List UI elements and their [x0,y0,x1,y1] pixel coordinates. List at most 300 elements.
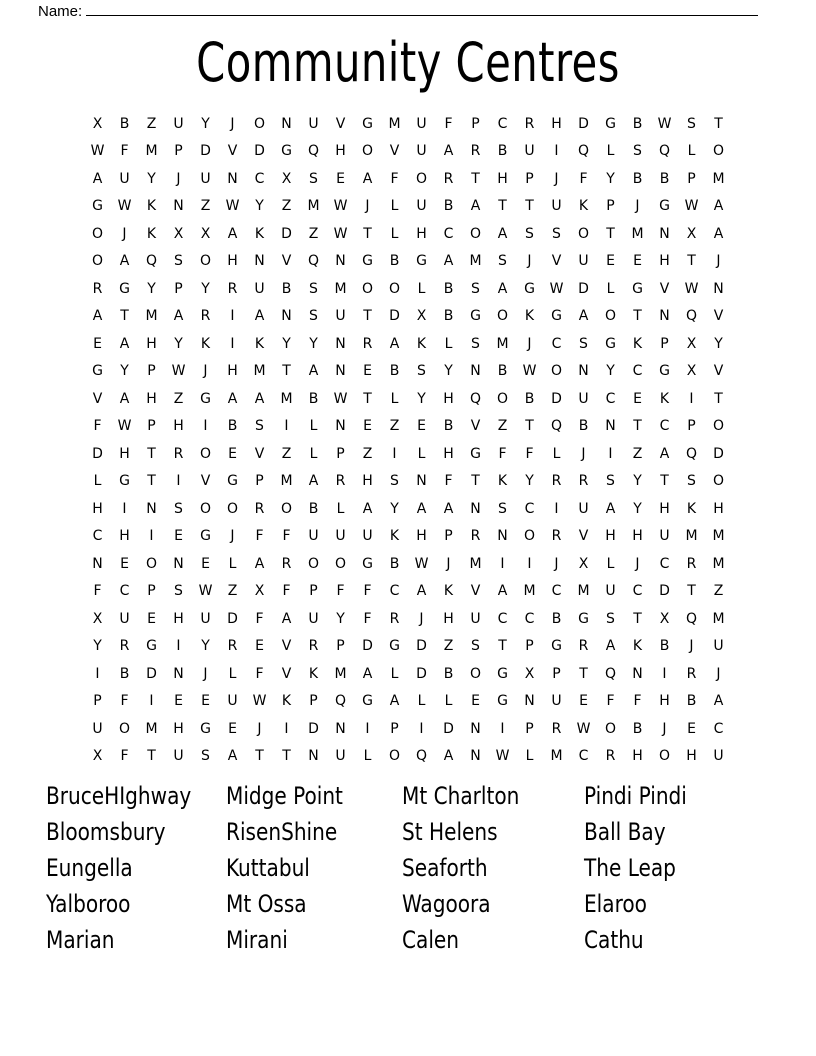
grid-cell[interactable]: J [122,225,127,242]
grid-cell[interactable]: Y [201,115,210,132]
grid-cell[interactable]: R [254,500,265,517]
grid-cell[interactable]: P [444,528,453,545]
grid-cell[interactable]: I [419,720,424,737]
grid-cell[interactable]: D [443,720,454,737]
grid-cell[interactable]: X [416,308,427,325]
grid-cell[interactable]: F [93,583,102,600]
grid-cell[interactable]: B [632,170,643,187]
grid-cell[interactable]: A [605,500,616,517]
word-list-item[interactable]: Mt Ossa [226,890,307,918]
grid-cell[interactable]: P [309,583,318,600]
grid-cell[interactable]: N [173,665,184,682]
grid-cell[interactable]: G [200,720,211,737]
grid-cell[interactable]: Q [577,143,590,160]
grid-cell[interactable]: X [686,225,697,242]
grid-cell[interactable]: G [497,665,508,682]
grid-cell[interactable]: T [633,308,642,325]
grid-cell[interactable]: B [389,363,400,380]
grid-cell[interactable]: A [443,143,454,160]
grid-cell[interactable]: S [309,170,318,187]
grid-cell[interactable]: O [91,253,104,270]
grid-cell[interactable]: I [500,720,505,737]
grid-cell[interactable]: A [92,170,103,187]
grid-cell[interactable]: L [444,693,453,710]
grid-cell[interactable]: X [524,665,535,682]
grid-cell[interactable]: C [551,583,562,600]
grid-cell[interactable]: O [388,280,401,297]
grid-cell[interactable]: P [147,583,156,600]
grid-cell[interactable]: Y [255,198,264,215]
grid-cell[interactable]: R [308,638,319,655]
grid-cell[interactable]: T [660,473,669,490]
grid-cell[interactable]: V [227,143,238,160]
grid-cell[interactable]: N [173,198,184,215]
grid-cell[interactable]: O [658,748,671,765]
grid-cell[interactable]: S [309,280,318,297]
grid-cell[interactable]: H [416,225,427,242]
grid-cell[interactable]: X [578,555,589,572]
grid-cell[interactable]: L [93,473,102,490]
grid-cell[interactable]: P [93,693,102,710]
grid-cell[interactable]: Z [443,638,454,655]
grid-cell[interactable]: B [389,555,400,572]
grid-cell[interactable]: W [333,225,348,242]
grid-cell[interactable]: Y [120,363,129,380]
grid-cell[interactable]: O [118,720,131,737]
grid-cell[interactable]: H [362,473,373,490]
grid-cell[interactable]: L [309,418,318,435]
grid-cell[interactable]: U [119,610,130,627]
grid-cell[interactable]: M [496,335,509,352]
grid-cell[interactable]: Z [362,445,373,462]
grid-cell[interactable]: O [361,143,374,160]
grid-cell[interactable]: O [280,500,293,517]
grid-cell[interactable]: N [335,253,346,270]
grid-cell[interactable]: L [606,143,615,160]
grid-cell[interactable]: R [578,638,589,655]
grid-cell[interactable]: F [525,445,534,462]
grid-cell[interactable]: I [122,500,127,517]
grid-cell[interactable]: V [254,445,265,462]
grid-cell[interactable]: B [551,610,562,627]
grid-cell[interactable]: G [416,253,427,270]
grid-cell[interactable]: X [92,115,103,132]
grid-cell[interactable]: G [362,555,373,572]
grid-cell[interactable]: W [549,280,564,297]
grid-cell[interactable]: M [145,308,158,325]
grid-cell[interactable]: O [469,665,482,682]
grid-cell[interactable]: E [120,555,129,572]
grid-cell[interactable]: M [280,390,293,407]
grid-cell[interactable]: O [496,308,509,325]
grid-cell[interactable]: K [200,335,211,352]
grid-cell[interactable]: E [228,445,237,462]
name-blank-rule[interactable] [86,2,758,16]
grid-cell[interactable]: Y [147,170,156,187]
grid-cell[interactable]: P [336,445,345,462]
grid-cell[interactable]: A [119,390,130,407]
grid-cell[interactable]: J [554,170,559,187]
grid-cell[interactable]: S [309,308,318,325]
grid-cell[interactable]: G [605,115,616,132]
grid-cell[interactable]: B [443,308,454,325]
grid-cell[interactable]: U [578,500,589,517]
grid-cell[interactable]: D [146,665,157,682]
grid-cell[interactable]: R [389,610,400,627]
grid-cell[interactable]: L [606,280,615,297]
grid-cell[interactable]: B [119,115,130,132]
grid-cell[interactable]: J [527,253,532,270]
grid-cell[interactable]: I [149,528,154,545]
grid-cell[interactable]: O [199,445,212,462]
grid-cell[interactable]: A [227,225,238,242]
grid-cell[interactable]: U [227,693,238,710]
grid-cell[interactable]: U [173,115,184,132]
grid-cell[interactable]: V [713,308,724,325]
grid-cell[interactable]: J [689,638,694,655]
grid-cell[interactable]: R [551,528,562,545]
grid-cell[interactable]: F [390,170,399,187]
grid-cell[interactable]: R [227,638,238,655]
grid-cell[interactable]: R [227,280,238,297]
grid-cell[interactable]: J [662,720,667,737]
grid-cell[interactable]: G [551,638,562,655]
grid-cell[interactable]: M [469,555,482,572]
grid-cell[interactable]: H [686,748,697,765]
grid-cell[interactable]: A [389,693,400,710]
grid-cell[interactable]: T [633,418,642,435]
grid-cell[interactable]: F [579,170,588,187]
grid-cell[interactable]: F [120,693,129,710]
grid-cell[interactable]: M [712,170,725,187]
grid-cell[interactable]: T [363,390,372,407]
grid-cell[interactable]: H [173,720,184,737]
grid-cell[interactable]: A [173,308,184,325]
grid-cell[interactable]: Q [469,390,482,407]
grid-cell[interactable]: U [605,583,616,600]
grid-cell[interactable]: V [470,418,481,435]
grid-cell[interactable]: L [336,500,345,517]
grid-cell[interactable]: F [282,528,291,545]
grid-cell[interactable]: K [389,528,400,545]
grid-cell[interactable]: I [500,555,505,572]
grid-cell[interactable]: H [227,253,238,270]
grid-cell[interactable]: H [632,748,643,765]
grid-cell[interactable]: Y [201,638,210,655]
word-list-item[interactable]: Calen [402,926,460,954]
grid-cell[interactable]: B [119,665,130,682]
grid-cell[interactable]: I [392,445,397,462]
word-list-item[interactable]: Mt Charlton [402,782,520,810]
grid-cell[interactable]: Y [633,500,642,517]
grid-cell[interactable]: B [443,198,454,215]
grid-cell[interactable]: T [498,198,507,215]
grid-cell[interactable]: W [657,115,672,132]
grid-cell[interactable]: G [470,445,481,462]
grid-cell[interactable]: A [416,500,427,517]
grid-cell[interactable]: B [497,363,508,380]
grid-cell[interactable]: T [714,390,723,407]
grid-cell[interactable]: A [713,225,724,242]
grid-cell[interactable]: H [659,500,670,517]
grid-cell[interactable]: D [416,665,427,682]
grid-cell[interactable]: M [280,473,293,490]
grid-cell[interactable]: O [712,473,725,490]
grid-cell[interactable]: U [92,720,103,737]
grid-cell[interactable]: A [227,390,238,407]
grid-cell[interactable]: S [606,610,615,627]
grid-cell[interactable]: T [363,225,372,242]
grid-cell[interactable]: C [578,748,589,765]
grid-cell[interactable]: O [577,225,590,242]
grid-cell[interactable]: P [660,335,669,352]
grid-cell[interactable]: H [173,418,184,435]
grid-cell[interactable]: W [333,198,348,215]
grid-cell[interactable]: N [173,555,184,572]
grid-cell[interactable]: D [308,720,319,737]
grid-cell[interactable]: U [173,748,184,765]
grid-cell[interactable]: E [363,363,372,380]
grid-cell[interactable]: O [199,500,212,517]
grid-cell[interactable]: L [417,445,426,462]
grid-cell[interactable]: H [119,445,130,462]
grid-cell[interactable]: R [119,638,130,655]
grid-cell[interactable]: S [174,583,183,600]
grid-cell[interactable]: X [200,225,211,242]
grid-cell[interactable]: B [659,638,670,655]
grid-cell[interactable]: A [254,555,265,572]
grid-cell[interactable]: R [200,308,211,325]
grid-cell[interactable]: W [198,583,213,600]
grid-cell[interactable]: F [282,583,291,600]
grid-cell[interactable]: I [230,308,235,325]
grid-cell[interactable]: A [119,335,130,352]
grid-cell[interactable]: P [525,720,534,737]
grid-cell[interactable]: H [605,528,616,545]
grid-cell[interactable]: F [606,693,615,710]
word-list-item[interactable]: Seaforth [402,854,488,882]
grid-cell[interactable]: H [416,528,427,545]
grid-cell[interactable]: S [471,335,480,352]
grid-cell[interactable]: M [712,555,725,572]
grid-cell[interactable]: D [578,115,589,132]
grid-cell[interactable]: F [498,445,507,462]
grid-cell[interactable]: P [687,170,696,187]
grid-cell[interactable]: Y [93,638,102,655]
grid-cell[interactable]: O [361,280,374,297]
grid-cell[interactable]: X [254,583,265,600]
grid-cell[interactable]: Q [658,143,671,160]
grid-cell[interactable]: Y [336,610,345,627]
grid-cell[interactable]: Q [334,693,347,710]
grid-cell[interactable]: R [551,473,562,490]
grid-cell[interactable]: H [443,445,454,462]
grid-cell[interactable]: G [551,308,562,325]
grid-cell[interactable]: W [225,198,240,215]
grid-cell[interactable]: R [92,280,103,297]
grid-cell[interactable]: L [309,445,318,462]
grid-cell[interactable]: V [281,253,292,270]
grid-cell[interactable]: B [497,143,508,160]
grid-cell[interactable]: J [635,555,640,572]
grid-cell[interactable]: F [336,583,345,600]
grid-cell[interactable]: V [281,665,292,682]
grid-cell[interactable]: G [470,308,481,325]
grid-cell[interactable]: S [255,418,264,435]
grid-cell[interactable]: K [308,665,319,682]
grid-cell[interactable]: X [686,335,697,352]
grid-cell[interactable]: B [632,115,643,132]
grid-cell[interactable]: U [254,280,265,297]
grid-cell[interactable]: W [414,555,429,572]
grid-cell[interactable]: T [498,638,507,655]
grid-cell[interactable]: A [713,693,724,710]
grid-cell[interactable]: P [525,170,534,187]
grid-cell[interactable]: H [146,335,157,352]
grid-cell[interactable]: L [390,390,399,407]
grid-cell[interactable]: D [389,308,400,325]
grid-cell[interactable]: L [687,143,696,160]
grid-cell[interactable]: W [495,748,510,765]
grid-cell[interactable]: S [687,473,696,490]
grid-cell[interactable]: C [119,583,130,600]
grid-cell[interactable]: V [200,473,211,490]
grid-cell[interactable]: V [92,390,103,407]
grid-cell[interactable]: M [388,115,401,132]
grid-cell[interactable]: M [685,528,698,545]
grid-cell[interactable]: X [281,170,292,187]
grid-cell[interactable]: T [714,115,723,132]
grid-cell[interactable]: C [632,583,643,600]
grid-cell[interactable]: U [119,170,130,187]
grid-cell[interactable]: U [713,638,724,655]
grid-cell[interactable]: N [470,720,481,737]
grid-cell[interactable]: T [606,225,615,242]
grid-cell[interactable]: R [173,445,184,462]
grid-cell[interactable]: I [527,555,532,572]
grid-cell[interactable]: C [92,528,103,545]
grid-cell[interactable]: I [203,418,208,435]
grid-cell[interactable]: R [470,143,481,160]
grid-cell[interactable]: B [632,720,643,737]
grid-cell[interactable]: Z [281,445,292,462]
grid-cell[interactable]: J [554,555,559,572]
grid-cell[interactable]: V [335,115,346,132]
grid-cell[interactable]: S [201,748,210,765]
grid-cell[interactable]: L [606,555,615,572]
grid-cell[interactable]: I [230,335,235,352]
grid-cell[interactable]: D [254,143,265,160]
grid-cell[interactable]: J [446,555,451,572]
grid-cell[interactable]: Y [444,363,453,380]
grid-cell[interactable]: T [282,363,291,380]
grid-cell[interactable]: A [254,308,265,325]
grid-cell[interactable]: E [147,610,156,627]
grid-cell[interactable]: N [659,225,670,242]
grid-cell[interactable]: I [284,418,289,435]
grid-cell[interactable]: G [659,363,670,380]
grid-cell[interactable]: Q [685,308,698,325]
grid-cell[interactable]: N [470,748,481,765]
grid-cell[interactable]: F [120,143,129,160]
grid-cell[interactable]: M [577,583,590,600]
grid-cell[interactable]: H [713,500,724,517]
grid-cell[interactable]: O [604,720,617,737]
grid-cell[interactable]: A [497,280,508,297]
grid-cell[interactable]: S [471,638,480,655]
grid-cell[interactable]: Z [497,418,508,435]
grid-cell[interactable]: A [254,390,265,407]
grid-cell[interactable]: M [631,225,644,242]
grid-cell[interactable]: C [524,610,535,627]
grid-cell[interactable]: Q [415,748,428,765]
grid-cell[interactable]: J [203,665,208,682]
grid-cell[interactable]: C [254,170,265,187]
word-list-item[interactable]: Cathu [584,926,644,954]
grid-cell[interactable]: A [362,665,373,682]
grid-cell[interactable]: L [228,555,237,572]
grid-cell[interactable]: Y [201,280,210,297]
grid-cell[interactable]: O [388,748,401,765]
grid-cell[interactable]: G [119,473,130,490]
grid-cell[interactable]: U [551,198,562,215]
grid-cell[interactable]: P [336,638,345,655]
grid-cell[interactable]: O [712,418,725,435]
grid-cell[interactable]: B [227,418,238,435]
grid-cell[interactable]: G [632,280,643,297]
grid-cell[interactable]: T [363,308,372,325]
grid-cell[interactable]: E [417,418,426,435]
grid-cell[interactable]: O [469,225,482,242]
grid-cell[interactable]: Z [173,390,184,407]
grid-cell[interactable]: E [255,638,264,655]
grid-cell[interactable]: N [281,308,292,325]
grid-cell[interactable]: H [497,170,508,187]
grid-cell[interactable]: W [90,143,105,160]
grid-cell[interactable]: W [252,693,267,710]
word-list-item[interactable]: The Leap [584,854,676,882]
grid-cell[interactable]: F [120,748,129,765]
grid-cell[interactable]: T [147,748,156,765]
grid-cell[interactable]: U [416,115,427,132]
grid-cell[interactable]: Q [685,610,698,627]
grid-cell[interactable]: U [713,748,724,765]
grid-cell[interactable]: I [284,720,289,737]
grid-cell[interactable]: S [498,253,507,270]
grid-cell[interactable]: B [281,280,292,297]
grid-cell[interactable]: J [716,253,721,270]
grid-cell[interactable]: A [119,253,130,270]
grid-cell[interactable]: Y [309,335,318,352]
grid-cell[interactable]: T [147,473,156,490]
grid-cell[interactable]: G [497,693,508,710]
grid-cell[interactable]: D [659,583,670,600]
grid-cell[interactable]: Y [174,335,183,352]
grid-cell[interactable]: A [659,445,670,462]
grid-cell[interactable]: K [632,335,643,352]
grid-cell[interactable]: Y [633,473,642,490]
grid-cell[interactable]: T [525,198,534,215]
grid-cell[interactable]: V [578,528,589,545]
grid-cell[interactable]: K [497,473,508,490]
grid-cell[interactable]: H [92,500,103,517]
grid-cell[interactable]: I [365,720,370,737]
grid-cell[interactable]: G [200,390,211,407]
grid-cell[interactable]: B [578,418,589,435]
grid-cell[interactable]: W [522,363,537,380]
grid-cell[interactable]: P [606,198,615,215]
grid-cell[interactable]: M [469,253,482,270]
